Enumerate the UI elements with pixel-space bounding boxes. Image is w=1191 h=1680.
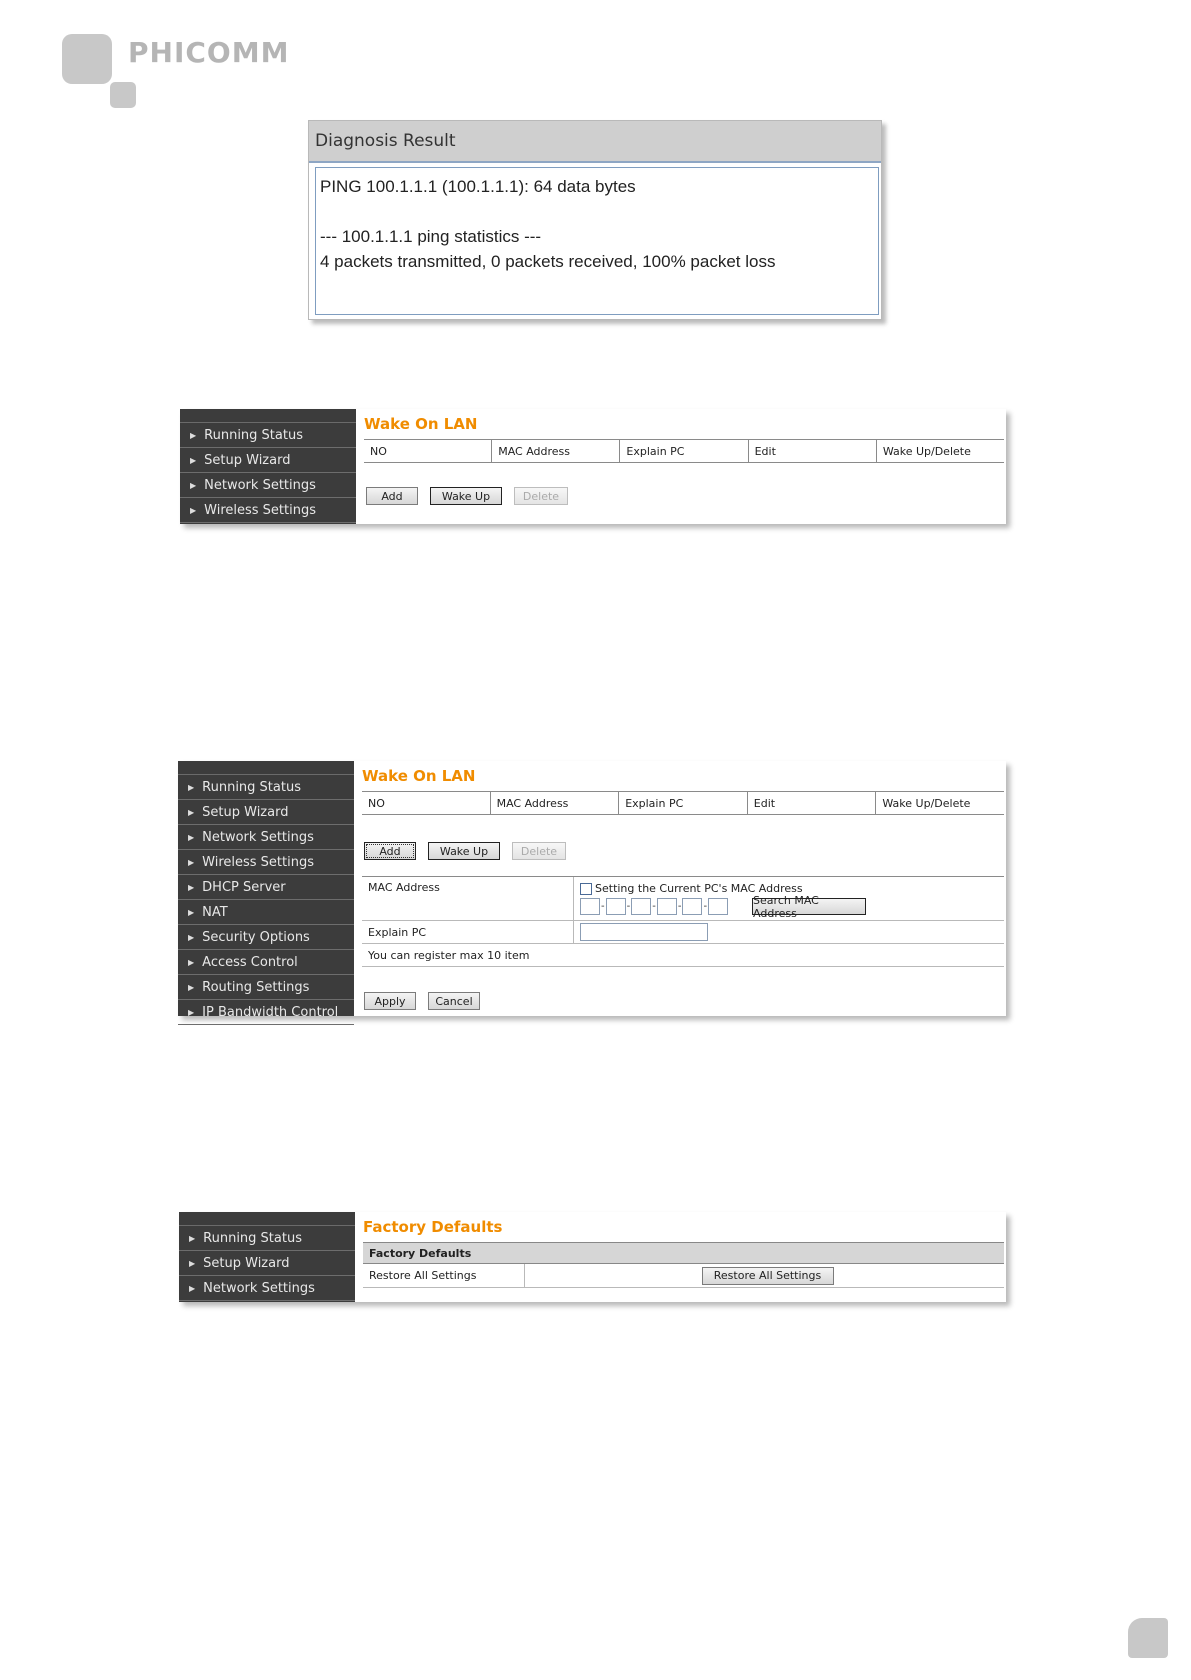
diagnosis-output: [315, 167, 879, 315]
current-pc-mac-label: Setting the Current PC's MAC Address: [595, 882, 803, 895]
wol-table-header: [362, 791, 1004, 815]
sidebar-item-dhcp-server[interactable]: ▶ DHCP Server: [178, 875, 354, 900]
triangle-right-icon: ▶: [188, 1007, 195, 1017]
column-header-edit: Edit: [748, 792, 877, 814]
logo-wordmark: PHICOMM: [128, 36, 290, 69]
phicomm-logo: [62, 34, 322, 114]
mac-address-label: MAC Address: [362, 877, 574, 920]
column-header-mac: MAC Address: [491, 792, 620, 814]
add-button[interactable]: Add: [366, 487, 418, 505]
wol-table-header: [364, 439, 1004, 463]
triangle-right-icon: ▶: [188, 932, 195, 942]
sidebar-item-running-status[interactable]: ▶ Running Status: [178, 775, 354, 800]
diagnosis-result-panel: [308, 120, 882, 320]
mac-octet-input[interactable]: [657, 898, 677, 915]
triangle-right-icon: ▶: [188, 807, 195, 817]
factory-defaults-panel: [355, 1212, 1006, 1302]
restore-all-settings-button[interactable]: Restore All Settings: [702, 1267, 834, 1285]
explain-pc-label: Explain PC: [362, 921, 574, 943]
sidebar-item-access-control[interactable]: ▶ Access Control: [178, 950, 354, 975]
factory-defaults-screen: [179, 1212, 1006, 1302]
sidebar-item-wireless-settings[interactable]: ▶ Wireless Settings: [178, 850, 354, 875]
search-mac-address-button[interactable]: Search MAC Address: [752, 898, 866, 915]
column-header-no: NO: [362, 792, 491, 814]
logo-small-square-icon: [110, 82, 136, 108]
register-limit-note: You can register max 10 item: [362, 944, 1004, 967]
column-header-wake-delete: Wake Up/Delete: [882, 796, 971, 810]
add-entry-form: [362, 876, 1004, 1010]
mac-octet-input[interactable]: [708, 898, 728, 915]
page-number-tab: [1128, 1618, 1168, 1658]
delete-button[interactable]: Delete: [512, 842, 566, 860]
sidebar-menu: [178, 761, 354, 1020]
triangle-right-icon: ▶: [190, 505, 197, 515]
triangle-right-icon: ▶: [189, 1283, 196, 1293]
wol-screen-2: [178, 761, 1006, 1020]
page-title: Factory Defaults: [363, 1218, 503, 1236]
wol-screen-1: [180, 409, 1006, 524]
logo-square-icon: [62, 34, 112, 84]
explain-pc-row: [362, 921, 1004, 944]
column-header-mac: MAC Address: [492, 440, 620, 462]
sidebar-item-security-options[interactable]: ▶ Security Options: [178, 925, 354, 950]
wake-up-button[interactable]: Wake Up: [430, 487, 502, 505]
mac-octet-input[interactable]: [682, 898, 702, 915]
form-button-bar: [362, 992, 1004, 1010]
sidebar-item-setup-wizard[interactable]: ▶ Setup Wizard: [179, 1251, 355, 1276]
wol-button-bar: [364, 487, 1004, 505]
sidebar-item-network-settings[interactable]: ▶ Network Settings: [180, 473, 356, 498]
column-header-explain: Explain PC: [620, 440, 748, 462]
add-button[interactable]: Add: [364, 842, 416, 860]
wol-panel: [354, 761, 1006, 1016]
current-pc-mac-checkbox[interactable]: [580, 883, 592, 895]
diagnosis-line: --- 100.1.1.1 ping statistics ---: [320, 227, 542, 246]
diagnosis-line: PING 100.1.1.1 (100.1.1.1): 64 data bytes: [320, 177, 636, 196]
delete-button[interactable]: Delete: [514, 487, 568, 505]
mac-input-group: - - - - - Search MAC Address: [580, 898, 866, 915]
triangle-right-icon: ▶: [188, 782, 195, 792]
cancel-button[interactable]: Cancel: [428, 992, 480, 1010]
sidebar-item-routing-settings[interactable]: ▶ Routing Settings: [178, 975, 354, 1000]
mac-octet-input[interactable]: [606, 898, 626, 915]
restore-row: [363, 1264, 1004, 1288]
triangle-right-icon: ▶: [188, 832, 195, 842]
apply-button[interactable]: Apply: [364, 992, 416, 1010]
triangle-right-icon: ▶: [189, 1258, 196, 1268]
column-header-wake-delete: Wake Up/Delete: [882, 444, 971, 458]
sidebar-item-running-status[interactable]: ▶ Running Status: [179, 1226, 355, 1251]
triangle-right-icon: ▶: [188, 982, 195, 992]
sidebar-item-network-settings[interactable]: ▶ Network Settings: [178, 825, 354, 850]
sidebar-menu: [180, 409, 356, 524]
page-title: Wake On LAN: [362, 767, 476, 785]
sidebar-item-network-settings[interactable]: ▶ Network Settings: [179, 1276, 355, 1301]
triangle-right-icon: ▶: [190, 455, 197, 465]
sidebar-menu: [179, 1212, 355, 1302]
triangle-right-icon: ▶: [189, 1233, 196, 1243]
wake-up-button[interactable]: Wake Up: [428, 842, 500, 860]
mac-address-row: [362, 877, 1004, 921]
triangle-right-icon: ▶: [188, 857, 195, 867]
column-header-explain: Explain PC: [619, 792, 748, 814]
diagnosis-line: 4 packets transmitted, 0 packets received, 100% packet loss: [320, 252, 776, 271]
sidebar-item-ip-bandwidth-control[interactable]: ▶ IP Bandwidth Control: [178, 1000, 354, 1025]
column-header-no: NO: [364, 440, 492, 462]
sidebar-item-setup-wizard[interactable]: ▶ Setup Wizard: [178, 800, 354, 825]
wol-panel: [356, 409, 1006, 524]
column-header-edit: Edit: [749, 440, 877, 462]
triangle-right-icon: ▶: [188, 882, 195, 892]
triangle-right-icon: ▶: [190, 480, 197, 490]
section-header: Factory Defaults: [363, 1242, 1004, 1264]
sidebar-item-setup-wizard[interactable]: ▶ Setup Wizard: [180, 448, 356, 473]
triangle-right-icon: ▶: [188, 907, 195, 917]
mac-octet-input[interactable]: [631, 898, 651, 915]
restore-label: Restore All Settings: [363, 1264, 525, 1287]
diagnosis-title: Diagnosis Result: [309, 121, 881, 163]
explain-pc-input[interactable]: [580, 923, 708, 941]
triangle-right-icon: ▶: [188, 957, 195, 967]
triangle-right-icon: ▶: [190, 430, 197, 440]
wol-button-bar: [362, 842, 1004, 860]
sidebar-item-nat[interactable]: ▶ NAT: [178, 900, 354, 925]
sidebar-item-wireless-settings[interactable]: ▶ Wireless Settings: [180, 498, 356, 523]
mac-octet-input[interactable]: [580, 898, 600, 915]
sidebar-item-running-status[interactable]: ▶ Running Status: [180, 423, 356, 448]
diagnosis-line: [320, 199, 874, 224]
page-title: Wake On LAN: [364, 415, 478, 433]
